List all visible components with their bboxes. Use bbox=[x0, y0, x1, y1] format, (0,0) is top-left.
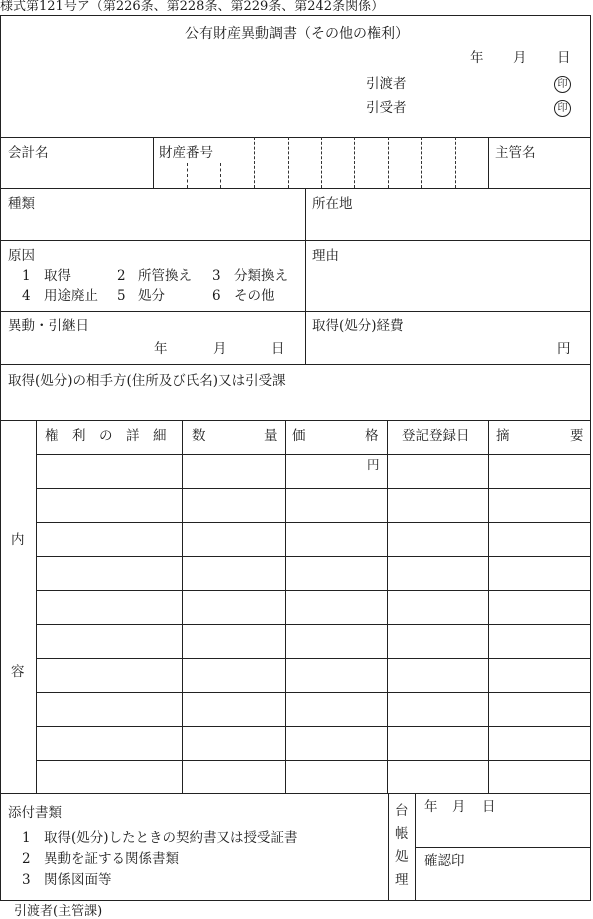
ledger-date-month: 月 bbox=[452, 799, 466, 815]
rule bbox=[305, 188, 306, 364]
attachment-num: 2 bbox=[22, 851, 31, 867]
table-row-rule bbox=[36, 692, 591, 693]
col-header-detail: 権 利 の 詳 細 bbox=[45, 428, 167, 444]
cause-option-text: 所管換え bbox=[138, 268, 192, 284]
rule bbox=[388, 793, 389, 901]
table-row-rule bbox=[36, 556, 591, 557]
date-day: 日 bbox=[557, 50, 571, 66]
rule bbox=[0, 364, 591, 365]
col-header-registration-date: 登記登録日 bbox=[402, 428, 470, 444]
cause-option-num: 2 bbox=[117, 268, 126, 284]
form-id: 様式第121号ア（第226条、第228条、第229条、第242条関係） bbox=[0, 0, 385, 14]
attachment-num: 3 bbox=[22, 872, 31, 888]
digit-divider bbox=[421, 137, 422, 188]
table-row-rule bbox=[36, 624, 591, 625]
rule bbox=[415, 847, 591, 848]
table-row-rule bbox=[36, 590, 591, 591]
table-row-rule bbox=[36, 726, 591, 727]
rule bbox=[488, 420, 489, 793]
contents-label-top: 内 bbox=[11, 532, 25, 548]
cause-label: 原因 bbox=[8, 248, 35, 264]
account-name-label: 会計名 bbox=[8, 145, 49, 161]
attachment-text: 異動を証する関係書類 bbox=[44, 851, 179, 867]
department-label: 主管名 bbox=[495, 145, 536, 161]
rule bbox=[0, 240, 591, 241]
receiver-label: 引受者 bbox=[366, 100, 407, 116]
digit-divider bbox=[220, 163, 221, 188]
col-header-quantity-a: 数 bbox=[192, 428, 206, 444]
attachment-text: 関係図面等 bbox=[44, 872, 112, 888]
reason-label: 理由 bbox=[312, 248, 339, 264]
digit-divider bbox=[388, 137, 389, 188]
table-row-rule bbox=[36, 760, 591, 761]
table-row-rule bbox=[36, 488, 591, 489]
ledger-char: 台 bbox=[395, 803, 409, 819]
digit-divider bbox=[187, 163, 188, 188]
ledger-char: 帳 bbox=[395, 826, 409, 842]
rule bbox=[0, 137, 591, 138]
col-header-remarks-b: 要 bbox=[570, 428, 584, 444]
location-label: 所在地 bbox=[312, 196, 353, 212]
confirmation-seal-label: 確認印 bbox=[424, 853, 465, 869]
price-yen-unit: 円 bbox=[367, 457, 380, 472]
rule bbox=[285, 420, 286, 793]
col-header-remarks-a: 摘 bbox=[496, 428, 510, 444]
ledger-date-year: 年 bbox=[424, 799, 438, 815]
date-year: 年 bbox=[470, 50, 484, 66]
form-title: 公有財産異動調書（その他の権利） bbox=[185, 26, 409, 42]
counterparty-label: 取得(処分)の相手方(住所及び氏名)又は引受課 bbox=[8, 373, 286, 389]
digit-divider bbox=[254, 137, 255, 188]
col-header-quantity-b: 量 bbox=[264, 428, 278, 444]
ledger-char: 理 bbox=[395, 872, 409, 888]
table-row-rule bbox=[36, 454, 591, 455]
digit-divider bbox=[288, 137, 289, 188]
col-header-price-a: 価 bbox=[292, 428, 306, 444]
cause-option-num: 4 bbox=[22, 288, 31, 304]
rule bbox=[153, 137, 154, 188]
footer-label: 引渡者(主管課) bbox=[14, 904, 103, 919]
attachments-label: 添付書類 bbox=[8, 805, 62, 821]
rule bbox=[488, 137, 489, 188]
cause-option-text: 処分 bbox=[138, 288, 165, 304]
cause-option-num: 5 bbox=[117, 288, 126, 304]
property-number-label: 財産番号 bbox=[159, 145, 213, 161]
date-month: 月 bbox=[513, 50, 527, 66]
rule bbox=[387, 420, 388, 793]
transfer-date-label: 異動・引継日 bbox=[8, 318, 89, 334]
cause-option-text: その他 bbox=[234, 288, 275, 304]
table-row-rule bbox=[36, 522, 591, 523]
transfer-date-month: 月 bbox=[213, 341, 227, 357]
cause-option-text: 取得 bbox=[44, 268, 71, 284]
transfer-date-year: 年 bbox=[154, 341, 168, 357]
attachment-text: 取得(処分)したときの契約書又は授受証書 bbox=[44, 830, 298, 846]
expense-label: 取得(処分)経費 bbox=[312, 318, 404, 334]
digit-divider bbox=[455, 137, 456, 188]
rule bbox=[0, 188, 591, 189]
ledger-char: 処 bbox=[395, 849, 409, 865]
transfer-date-day: 日 bbox=[271, 341, 285, 357]
seal-mark: 印 bbox=[554, 100, 571, 117]
ledger-date-day: 日 bbox=[482, 799, 496, 815]
rule bbox=[36, 420, 37, 793]
rule bbox=[0, 311, 591, 312]
cause-option-num: 1 bbox=[22, 268, 31, 284]
rule bbox=[0, 793, 591, 794]
rule bbox=[0, 420, 591, 421]
contents-label-bottom: 容 bbox=[11, 664, 25, 680]
type-label: 種類 bbox=[8, 196, 35, 212]
seal-mark: 印 bbox=[554, 76, 571, 93]
expense-yen-unit: 円 bbox=[557, 341, 571, 357]
cause-option-num: 6 bbox=[212, 288, 221, 304]
attachment-num: 1 bbox=[22, 830, 31, 846]
col-header-price-b: 格 bbox=[365, 428, 379, 444]
transferor-label: 引渡者 bbox=[366, 76, 407, 92]
rule bbox=[182, 420, 183, 793]
cause-option-text: 分類換え bbox=[234, 268, 288, 284]
cause-option-text: 用途廃止 bbox=[44, 288, 98, 304]
table-row-rule bbox=[36, 658, 591, 659]
cause-option-num: 3 bbox=[212, 268, 221, 284]
digit-divider bbox=[321, 137, 322, 188]
rule bbox=[415, 793, 416, 901]
digit-divider bbox=[354, 137, 355, 188]
